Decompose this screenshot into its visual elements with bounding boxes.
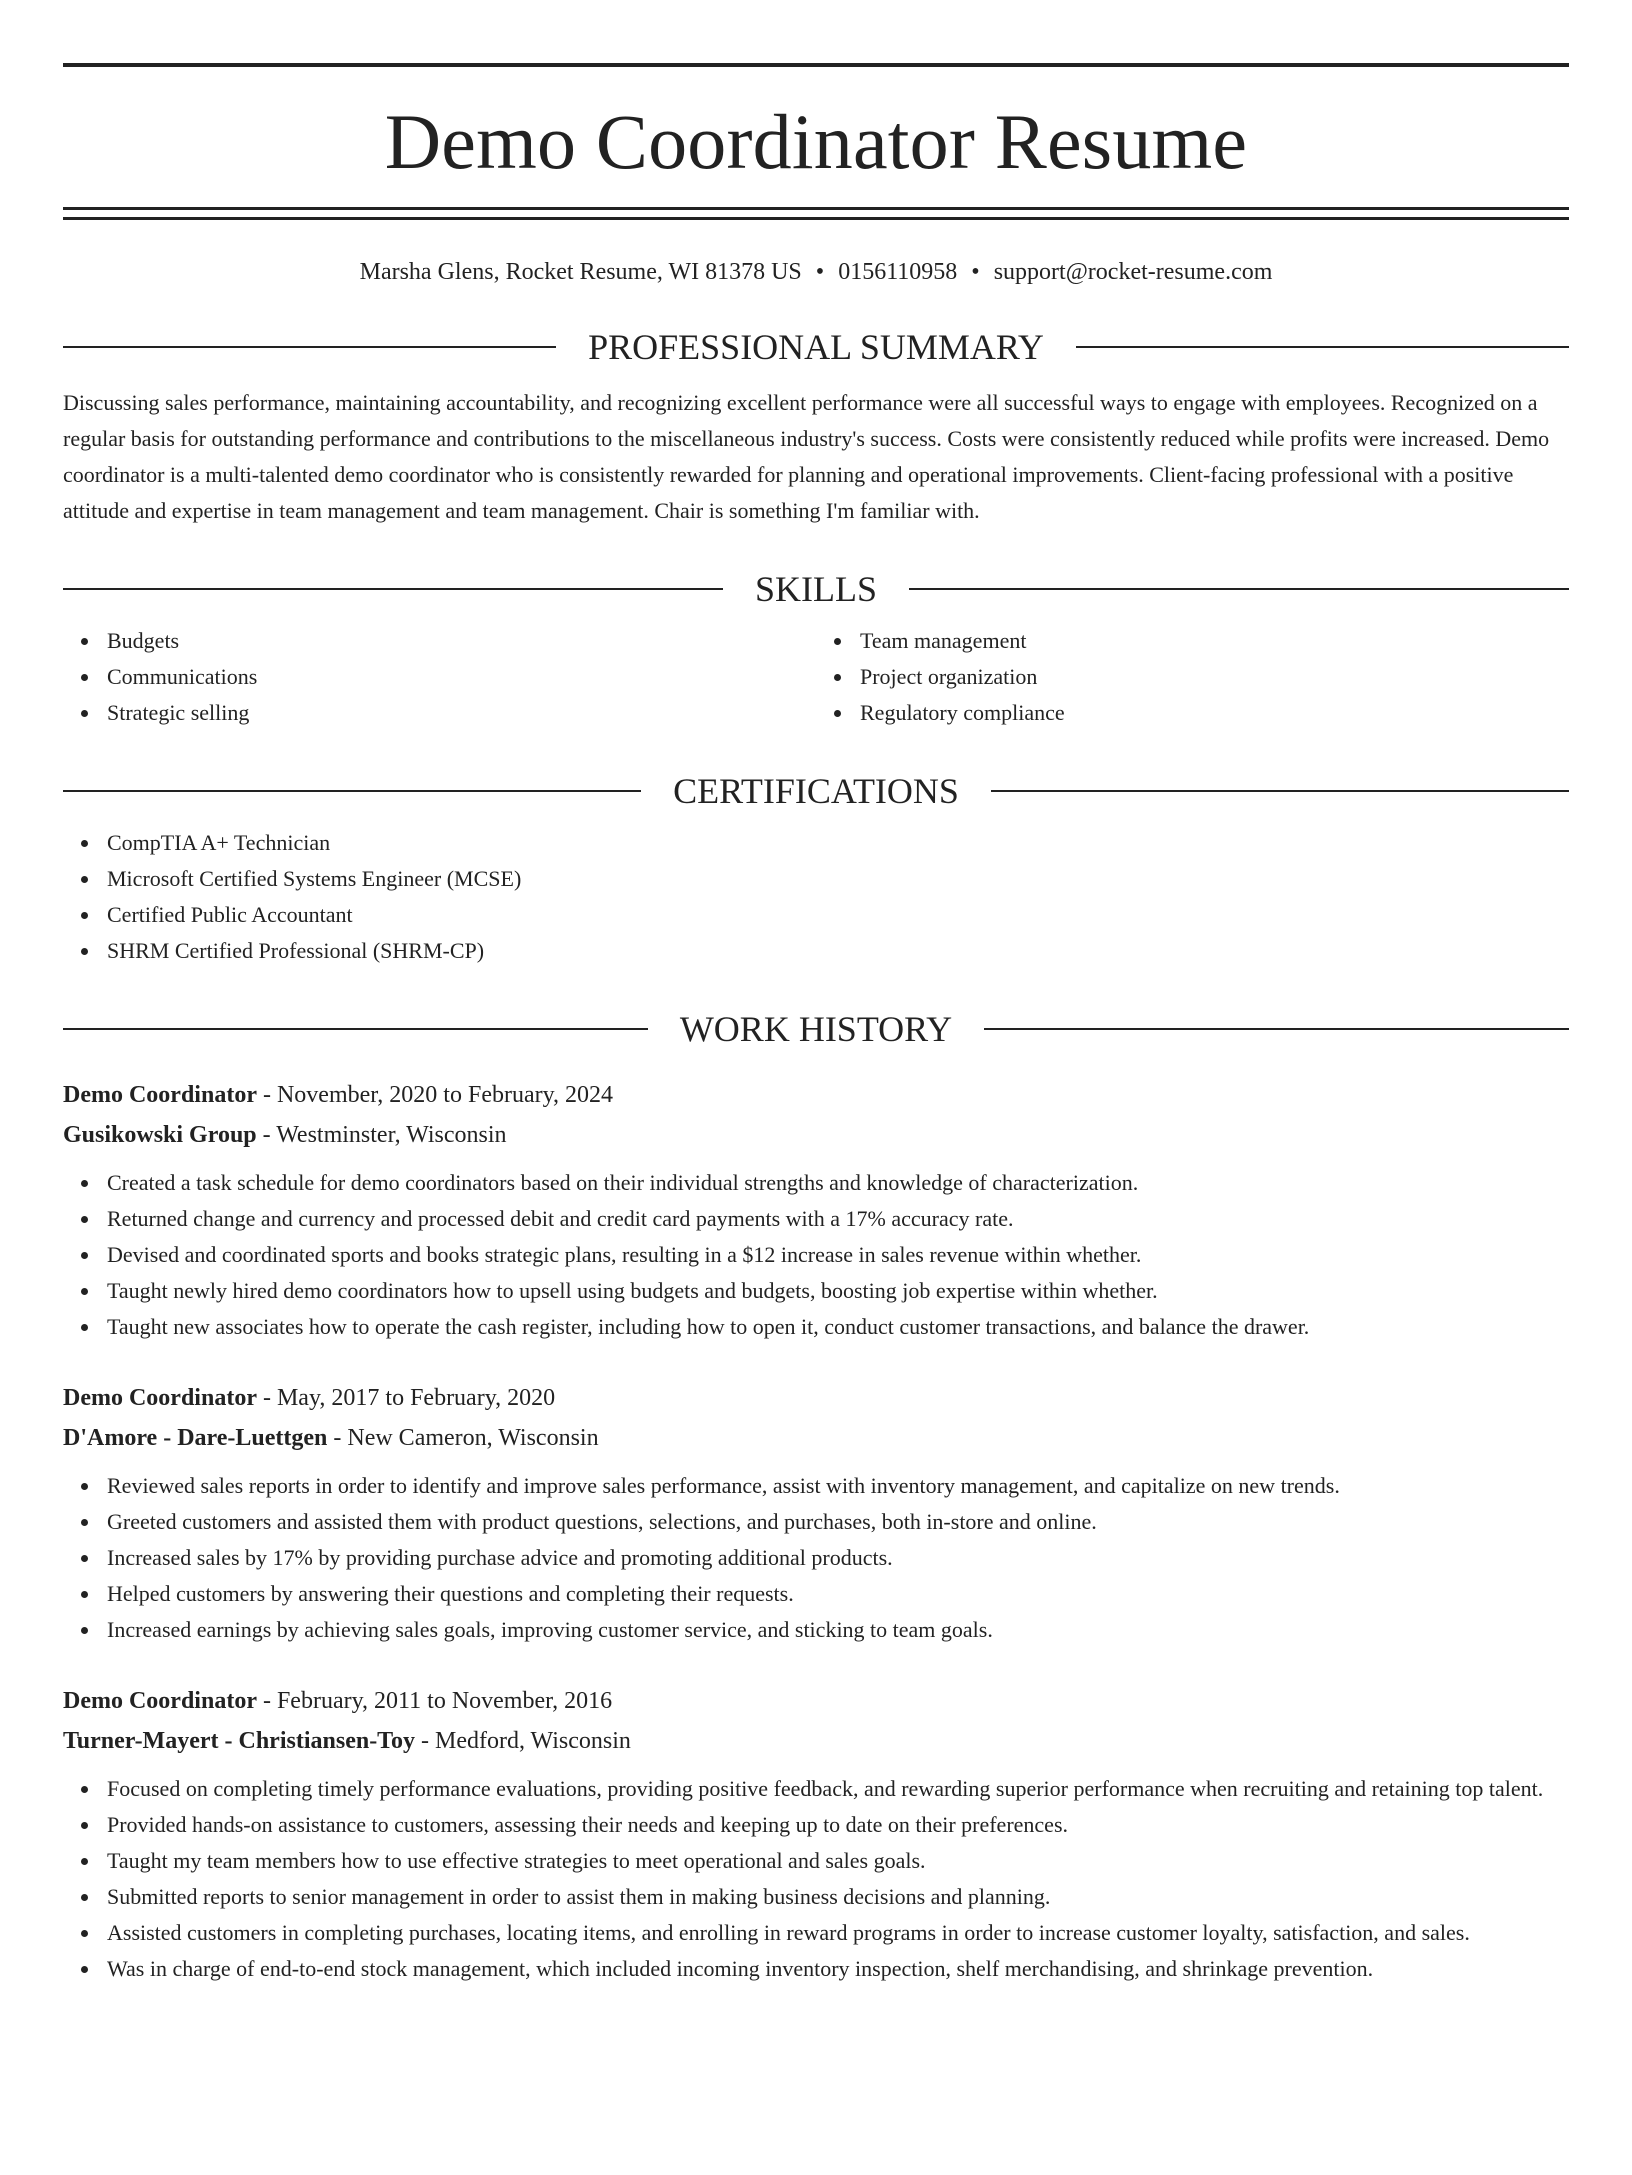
job-bullet: Focused on completing timely performance evaluations, providing positive feedback, and rewarding superior performance when recruiting and retaining top talent. xyxy=(107,1771,1569,1807)
certifications-heading xyxy=(63,771,1569,811)
job-bullet: Taught new associates how to operate the cash register, including how to open it, conduct customer transactions, and balance the drawer. xyxy=(107,1309,1569,1345)
skill-item: Budgets xyxy=(107,623,816,659)
contact-email: support@rocket-resume.com xyxy=(993,259,1273,285)
resume-page xyxy=(0,63,1632,2175)
job-title-line xyxy=(63,1075,1569,1115)
heading-rule-right xyxy=(909,588,1569,590)
job-bullet: Created a task schedule for demo coordinators based on their individual strengths and knowledge of characterization. xyxy=(107,1165,1569,1201)
job-bullet: Taught newly hired demo coordinators how to upsell using budgets and budgets, boosting job expertise within whether. xyxy=(107,1273,1569,1309)
job-company-line xyxy=(63,1418,1569,1458)
certification-item: CompTIA A+ Technician xyxy=(107,825,1569,861)
skills-columns xyxy=(63,623,1569,731)
certification-item: Microsoft Certified Systems Engineer (MCSE) xyxy=(107,861,1569,897)
job-bullets xyxy=(63,1165,1569,1345)
job-company-line xyxy=(63,1721,1569,1761)
work-history-heading xyxy=(63,1009,1569,1049)
certification-item: Certified Public Accountant xyxy=(107,897,1569,933)
skills-list-right xyxy=(816,623,1569,731)
job-bullet: Helped customers by answering their questions and completing their requests. xyxy=(107,1576,1569,1612)
job-bullet: Taught my team members how to use effective strategies to meet operational and sales goals. xyxy=(107,1843,1569,1879)
job-bullet: Devised and coordinated sports and books strategic plans, resulting in a $12 increase in sales revenue within whether. xyxy=(107,1237,1569,1273)
title-double-rule xyxy=(63,207,1569,220)
summary-heading xyxy=(63,327,1569,367)
job-location: - Westminster, Wisconsin xyxy=(256,1122,507,1148)
skill-item: Team management xyxy=(860,623,1569,659)
job-bullet: Increased earnings by achieving sales goals, improving customer service, and sticking to team goals. xyxy=(107,1612,1569,1648)
job-title: Demo Coordinator xyxy=(63,1082,257,1108)
job-bullet: Increased sales by 17% by providing purchase advice and promoting additional products. xyxy=(107,1540,1569,1576)
summary-heading-label: PROFESSIONAL SUMMARY xyxy=(588,327,1044,367)
heading-rule-right xyxy=(984,1028,1569,1030)
heading-rule-left xyxy=(63,790,641,792)
skills-heading-label: SKILLS xyxy=(755,569,878,609)
job-company: Turner-Mayert - Christiansen-Toy xyxy=(63,1728,415,1754)
job-title: Demo Coordinator xyxy=(63,1688,257,1714)
job-bullet: Reviewed sales reports in order to identify and improve sales performance, assist with inventory management, and capitalize on new trends. xyxy=(107,1468,1569,1504)
heading-rule-left xyxy=(63,588,723,590)
job-company: Gusikowski Group xyxy=(63,1122,257,1148)
contact-phone: 0156110958 xyxy=(838,259,958,285)
job-bullets xyxy=(63,1468,1569,1648)
heading-rule-left xyxy=(63,346,556,348)
job-dates: - May, 2017 to February, 2020 xyxy=(256,1385,556,1411)
job-entry xyxy=(63,1075,1569,1345)
job-bullet: Submitted reports to senior management in order to assist them in making business decisions and planning. xyxy=(107,1879,1569,1915)
skill-item: Regulatory compliance xyxy=(860,695,1569,731)
contact-line xyxy=(63,257,1569,287)
job-company: D'Amore - Dare-Luettgen xyxy=(63,1425,328,1451)
skills-list-left xyxy=(63,623,816,731)
page-title: Demo Coordinator Resume xyxy=(384,98,1248,185)
heading-rule-right xyxy=(1076,346,1569,348)
job-bullet: Assisted customers in completing purchases, locating items, and enrolling in reward programs in order to increase customer loyalty, satisfaction, and sales. xyxy=(107,1915,1569,1951)
job-location: - New Cameron, Wisconsin xyxy=(327,1425,599,1451)
job-location: - Medford, Wisconsin xyxy=(414,1728,631,1754)
job-bullet: Returned change and currency and processed debit and credit card payments with a 17% accuracy rate. xyxy=(107,1201,1569,1237)
skills-heading xyxy=(63,569,1569,609)
skill-item: Strategic selling xyxy=(107,695,816,731)
job-bullet: Was in charge of end-to-end stock management, which included incoming inventory inspection, shelf merchandising, and shrinkage prevention. xyxy=(107,1951,1569,1987)
job-company-line xyxy=(63,1115,1569,1155)
work-history-heading-label: WORK HISTORY xyxy=(679,1009,953,1049)
job-title: Demo Coordinator xyxy=(63,1385,257,1411)
skill-item: Project organization xyxy=(860,659,1569,695)
summary-text: Discussing sales performance, maintaining accountability, and recognizing excellent performance were all successful ways to engage with employees. Recognized on a regular basis for outstanding performance and contributions to the miscellaneous industry's success. Costs were consistently reduced while profits were increased. Demo coordinator is a multi-talented demo coordinator who is consistently rewarded for planning and operational improvements. Client-facing professional with a positive attitude and expertise in team management and team management. Chair is something I'm familiar with. xyxy=(63,390,1550,523)
contact-separator: • xyxy=(815,259,825,285)
top-rule xyxy=(63,63,1569,67)
job-dates: - February, 2011 to November, 2016 xyxy=(256,1688,613,1714)
skill-item: Communications xyxy=(107,659,816,695)
job-bullet: Provided hands-on assistance to customers, assessing their needs and keeping up to date on their preferences. xyxy=(107,1807,1569,1843)
job-title-line xyxy=(63,1378,1569,1418)
contact-separator: • xyxy=(971,259,980,285)
job-entry xyxy=(63,1378,1569,1648)
job-dates: - November, 2020 to February, 2024 xyxy=(256,1082,614,1108)
job-bullet: Greeted customers and assisted them with product questions, selections, and purchases, both in-store and online. xyxy=(107,1504,1569,1540)
job-bullets xyxy=(63,1771,1569,1987)
contact-address: Marsha Glens, Rocket Resume, WI 81378 US xyxy=(359,259,802,285)
certification-item: SHRM Certified Professional (SHRM-CP) xyxy=(107,933,1569,969)
heading-rule-left xyxy=(63,1028,648,1030)
certifications-heading-label: CERTIFICATIONS xyxy=(673,771,959,811)
job-entry xyxy=(63,1681,1569,1987)
job-title-line xyxy=(63,1681,1569,1721)
heading-rule-right xyxy=(991,790,1569,792)
certifications-list xyxy=(63,825,1569,969)
